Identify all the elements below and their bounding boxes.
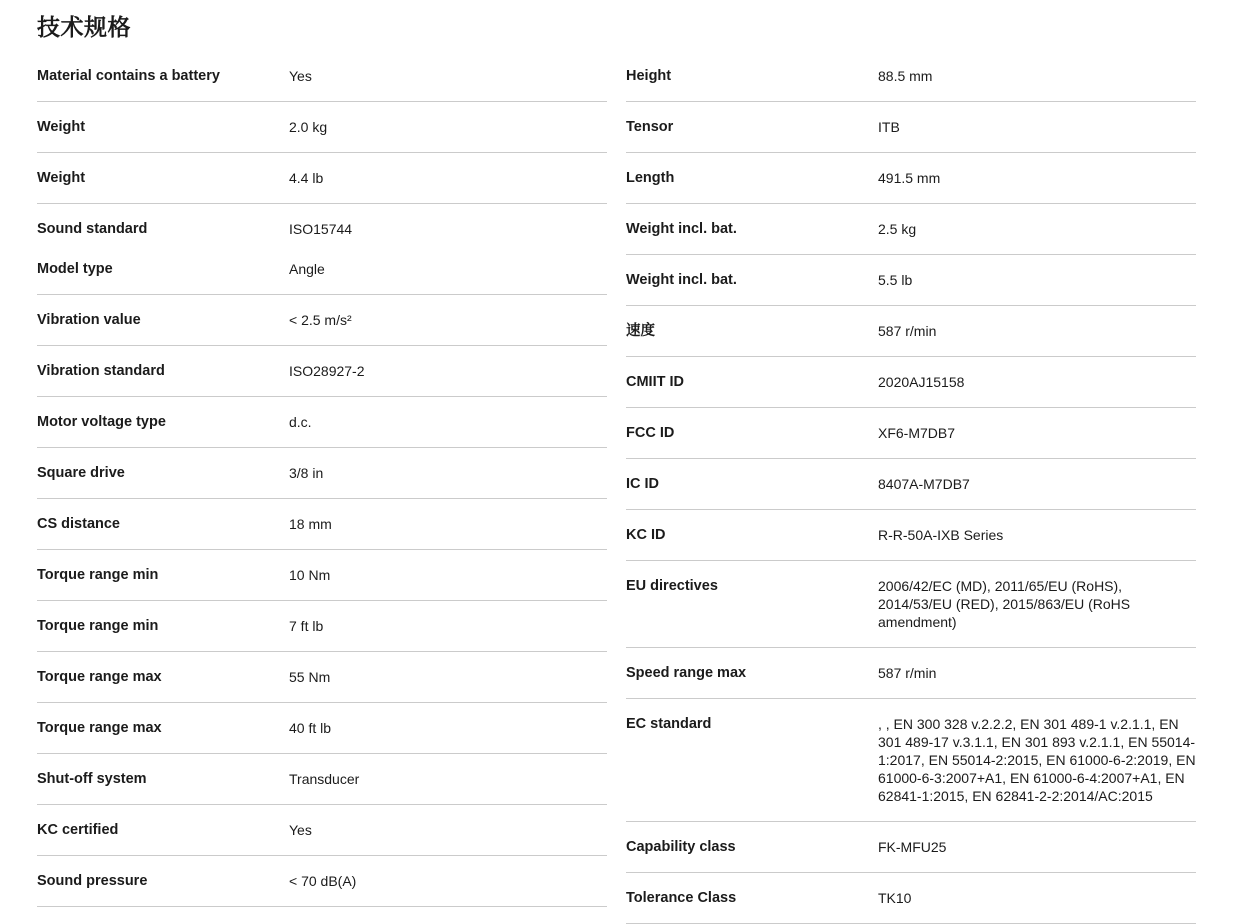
spec-row — [37, 153, 607, 204]
spec-label: KC ID — [626, 527, 666, 543]
spec-row — [626, 306, 1196, 357]
spec-pair — [37, 311, 607, 329]
spec-pair — [37, 464, 607, 482]
spec-value: 3/8 in — [289, 465, 324, 481]
spec-label: EC standard — [626, 716, 712, 732]
spec-pair — [37, 220, 607, 238]
spec-value: 8407A-M7DB7 — [878, 476, 970, 492]
spec-label: Shut-off system — [37, 771, 147, 787]
spec-pair — [626, 889, 1196, 907]
spec-value: 88.5 mm — [878, 68, 933, 84]
spec-label: 速度 — [626, 323, 655, 339]
spec-label: Sound pressure — [37, 873, 148, 889]
spec-value: Angle — [289, 261, 325, 277]
spec-row — [626, 873, 1196, 924]
spec-row — [37, 856, 607, 907]
spec-row — [37, 703, 607, 754]
spec-value: 587 r/min — [878, 665, 937, 681]
spec-grid — [37, 51, 1196, 924]
spec-row — [626, 459, 1196, 510]
spec-label: Weight incl. bat. — [626, 272, 737, 288]
spec-label: Vibration standard — [37, 363, 165, 379]
spec-value: 40 ft lb — [289, 720, 332, 736]
spec-label: Torque range max — [37, 720, 162, 736]
spec-value: < 2.5 m/s² — [289, 312, 352, 328]
spec-row — [626, 357, 1196, 408]
spec-value: 5.5 lb — [878, 272, 913, 288]
spec-value: ISO15744 — [289, 221, 353, 237]
spec-value: , , EN 300 328 v.2.2.2, EN 301 489-1 v.2.1.1, EN 301 489-17 v.3.1.1, EN 301 893 v.2.1.1, EN 55014-1:2017, EN 55014-2:2015, EN 61000-6-2:2019, EN 61000-6-3:2007+A1, EN 61000-6-4:2007+A1, EN 62841-1:2015, EN 62841-2-2:2014/AC:2015 — [878, 716, 1196, 804]
spec-label: Material contains a battery — [37, 68, 220, 84]
spec-pair — [626, 67, 1196, 85]
spec-label: CS distance — [37, 516, 120, 532]
spec-row — [37, 448, 607, 499]
spec-value: < 70 dB(A) — [289, 873, 357, 889]
spec-row — [37, 601, 607, 652]
spec-pair — [37, 67, 607, 85]
spec-column-left — [37, 51, 607, 907]
spec-value: 7 ft lb — [289, 618, 324, 634]
spec-value: Yes — [289, 68, 312, 84]
spec-label: Tensor — [626, 119, 674, 135]
spec-row — [37, 805, 607, 856]
spec-value: R-R-50A-IXB Series — [878, 527, 1004, 543]
spec-value: 18 mm — [289, 516, 332, 532]
spec-row — [626, 51, 1196, 102]
spec-row — [626, 153, 1196, 204]
spec-label: Motor voltage type — [37, 414, 166, 430]
spec-label: Square drive — [37, 465, 125, 481]
spec-row — [626, 510, 1196, 561]
spec-value: ISO28927-2 — [289, 363, 365, 379]
spec-pair — [626, 715, 1196, 805]
spec-pair — [37, 770, 607, 788]
spec-pair — [626, 169, 1196, 187]
spec-row — [37, 346, 607, 397]
spec-row — [37, 397, 607, 448]
spec-pair — [626, 271, 1196, 289]
spec-pair — [37, 118, 607, 136]
spec-row — [626, 102, 1196, 153]
spec-label: Torque range max — [37, 669, 162, 685]
spec-value: FK-MFU25 — [878, 839, 947, 855]
spec-label: Sound standard — [37, 221, 148, 237]
spec-pair — [626, 526, 1196, 544]
spec-value: Yes — [289, 822, 312, 838]
spec-pair — [37, 872, 607, 890]
spec-value: 491.5 mm — [878, 170, 941, 186]
spec-row — [626, 822, 1196, 873]
spec-label: Length — [626, 170, 675, 186]
spec-label: Torque range min — [37, 567, 159, 583]
spec-value: XF6-M7DB7 — [878, 425, 956, 441]
spec-pair — [626, 322, 1196, 340]
spec-label: Capability class — [626, 839, 736, 855]
spec-row — [37, 295, 607, 346]
spec-pair — [37, 617, 607, 635]
spec-pair — [626, 373, 1196, 391]
spec-row — [37, 51, 607, 102]
spec-value: 2020AJ15158 — [878, 374, 965, 390]
spec-row — [37, 652, 607, 703]
spec-label: Torque range min — [37, 618, 159, 634]
page-title: 技术规格 — [37, 14, 131, 40]
spec-pair — [37, 719, 607, 737]
spec-pair — [626, 118, 1196, 136]
spec-pair — [37, 515, 607, 533]
spec-value: d.c. — [289, 414, 312, 430]
spec-value: 2.5 kg — [878, 221, 917, 237]
spec-pair — [37, 362, 607, 380]
spec-pair — [37, 668, 607, 686]
spec-pair — [626, 220, 1196, 238]
spec-value: 55 Nm — [289, 669, 331, 685]
spec-row — [626, 699, 1196, 822]
spec-pair — [37, 260, 607, 278]
spec-label: FCC ID — [626, 425, 675, 441]
spec-value: 4.4 lb — [289, 170, 324, 186]
spec-row — [626, 408, 1196, 459]
spec-row — [37, 102, 607, 153]
spec-label: Height — [626, 68, 672, 84]
spec-label: Weight incl. bat. — [626, 221, 737, 237]
spec-value: TK10 — [878, 890, 912, 906]
spec-pair — [37, 821, 607, 839]
spec-label: EU directives — [626, 578, 718, 594]
spec-label: Weight — [37, 119, 86, 135]
spec-value: 10 Nm — [289, 567, 331, 583]
spec-value: 2006/42/EC (MD), 2011/65/EU (RoHS), 2014/53/EU (RED), 2015/863/EU (RoHS amendment) — [878, 578, 1131, 630]
spec-column-right — [626, 51, 1196, 924]
spec-value: ITB — [878, 119, 900, 135]
spec-pair — [626, 475, 1196, 493]
spec-value: 2.0 kg — [289, 119, 328, 135]
spec-row — [626, 648, 1196, 699]
spec-pair — [37, 169, 607, 187]
spec-row — [37, 499, 607, 550]
spec-row — [37, 754, 607, 805]
spec-value: Transducer — [289, 771, 360, 787]
spec-row — [626, 204, 1196, 255]
spec-value: 587 r/min — [878, 323, 937, 339]
spec-label: Speed range max — [626, 665, 747, 681]
spec-pair — [37, 566, 607, 584]
spec-label: Weight — [37, 170, 86, 186]
spec-pair — [626, 424, 1196, 442]
spec-label: KC certified — [37, 822, 119, 838]
spec-row — [37, 204, 607, 295]
spec-row — [626, 561, 1196, 648]
spec-label: Vibration value — [37, 312, 141, 328]
spec-row — [37, 550, 607, 601]
spec-label: IC ID — [626, 476, 660, 492]
spec-pair — [626, 838, 1196, 856]
spec-pair — [626, 664, 1196, 682]
spec-label: CMIIT ID — [626, 374, 684, 390]
spec-label: Model type — [37, 261, 113, 277]
spec-label: Tolerance Class — [626, 890, 737, 906]
spec-pair — [37, 413, 607, 431]
spec-pair — [626, 577, 1196, 631]
spec-row — [626, 255, 1196, 306]
